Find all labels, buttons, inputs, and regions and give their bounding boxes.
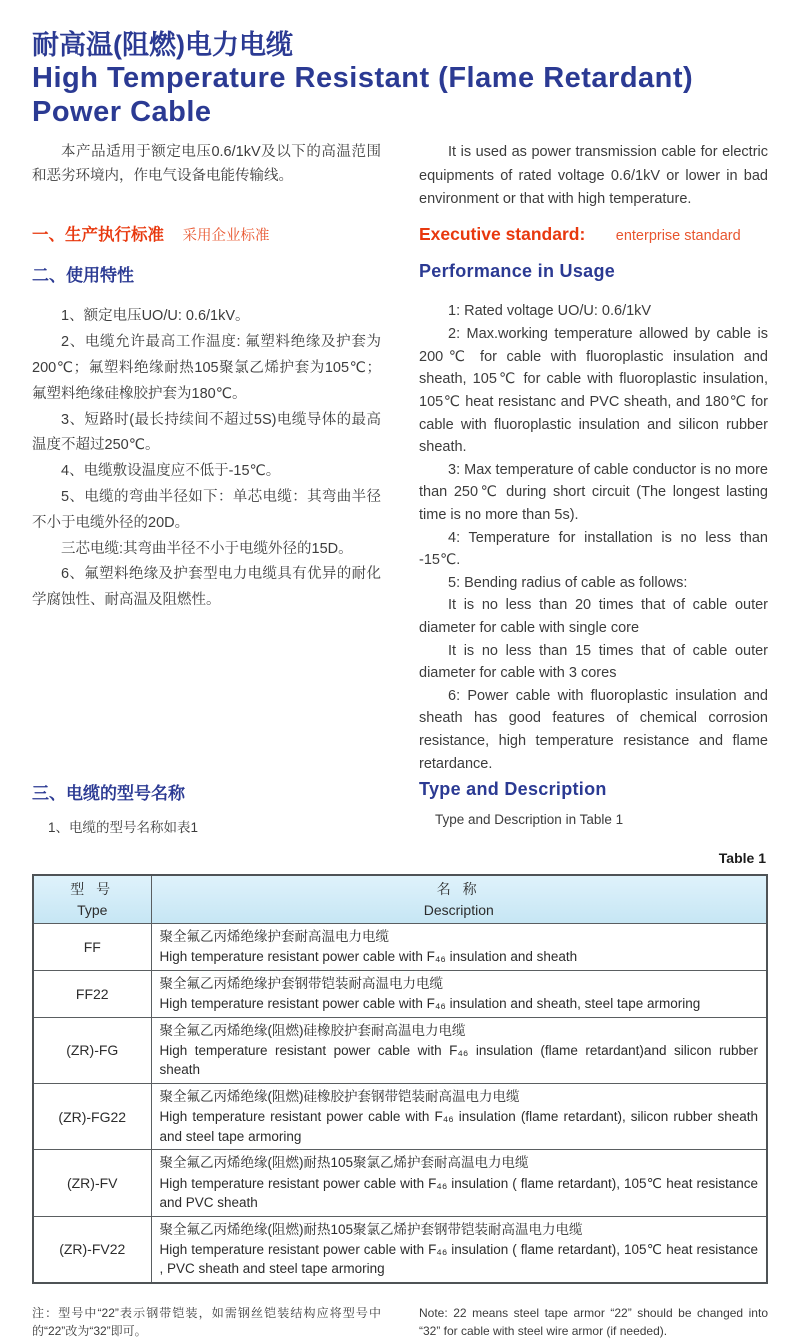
description-cell — [151, 923, 767, 970]
usage-item-zh-1: 1、额定电压UO/U: 0.6/1kV。 — [61, 308, 250, 325]
usage-item-en-4: 4: Temperature for installation is no less than -15℃. — [419, 529, 768, 569]
type-heading-en: Type and Description — [419, 779, 607, 800]
usage-column-en — [419, 261, 768, 775]
usage-item-zh-2: 2、电缆允许最高工作温度: 氟塑料绝缘及护套为200℃；氟塑料绝缘耐热105聚氯乙烯护套为105℃；氟塑料绝缘硅橡胶护套为180℃。 — [32, 334, 381, 402]
usage-item-en-1: 1: Rated voltage UO/U: 0.6/1kV — [448, 303, 652, 320]
usage-item-en-5a: It is no less than 20 times that of cable outer diameter for cable with single core — [419, 597, 768, 637]
type-sub-en: Type and Description in Table 1 — [435, 812, 624, 828]
usage-item-en-6: 6: Power cable with fluoroplastic insulation and sheath has good features of chemical corrosion resistance, high temperature resistance and flame retardance. — [419, 687, 768, 772]
table-row — [33, 1083, 767, 1149]
table-header-row — [33, 875, 767, 923]
description-cell — [151, 1017, 767, 1083]
usage-item-zh-3: 3、短路时(最长持续间不超过5S)电缆导体的最高温度不超过250℃。 — [32, 411, 381, 454]
footnote-zh: 注：型号中“22”表示钢带铠装，如需钢丝铠装结构应将型号中的“22”改为“32”即可。 — [32, 1306, 381, 1338]
page-title-en-line1: High Temperature Resistant (Flame Retardant) — [32, 62, 694, 95]
usage-section — [32, 261, 768, 775]
standard-heading-en: Executive standard: — [419, 224, 586, 245]
usage-item-zh-5: 5、电缆的弯曲半径如下：单芯电缆：其弯曲半径不小于电缆外径的20D。 — [32, 489, 381, 531]
table-header-description — [151, 875, 767, 923]
type-section — [32, 779, 768, 836]
type-cell: (ZR)-FV — [33, 1150, 151, 1216]
description-cell — [151, 1083, 767, 1149]
standard-heading-zh: 一、生产执行标准 — [32, 226, 164, 245]
type-cell: FF22 — [33, 970, 151, 1017]
type-cell: (ZR)-FG — [33, 1017, 151, 1083]
table-header-description-zh: 名 称 — [436, 881, 481, 898]
usage-column-zh — [32, 261, 381, 775]
table-row — [33, 1216, 767, 1283]
description-en: High temperature resistant power cable with F₄₆ insulation ( flame retardant), 105℃ heat resistance , PVC sheath and steel tape armoring — [159, 1241, 758, 1277]
description-zh: 聚全氟乙丙烯绝缘护套耐高温电力电缆 — [159, 928, 389, 944]
description-en: High temperature resistant power cable with F₄₆ insulation (flame retardant), silicon rubber sheath and steel tape armoring — [159, 1109, 758, 1144]
usage-item-zh-6: 6、氟塑料绝缘及护套型电力电缆具有优异的耐化学腐蚀性、耐高温及阻燃性。 — [32, 566, 381, 609]
description-en: High temperature resistant power cable with F₄₆ insulation and sheath — [159, 949, 578, 965]
usage-heading-zh: 二、使用特性 — [32, 266, 134, 286]
standard-value-zh: 采用企业标准 — [182, 228, 270, 245]
table-caption: Table 1 — [718, 850, 766, 867]
description-en: High temperature resistant power cable with F₄₆ insulation and sheath, steel tape armoring — [159, 995, 701, 1011]
description-en: High temperature resistant power cable with F₄₆ insulation (flame retardant)and silicon rubber sheath — [159, 1042, 758, 1078]
type-cell: FF — [33, 923, 151, 970]
executive-standard-zh — [32, 221, 381, 245]
type-cell: (ZR)-FV22 — [33, 1216, 151, 1283]
table-row — [33, 923, 767, 970]
footnote-en: Note: 22 means steel tape armor “22” should be changed into “32” for cable with steel wire armor (if needed). — [419, 1306, 768, 1338]
footnotes-section — [32, 1304, 768, 1340]
description-zh: 聚全氟乙丙烯绝缘护套钢带铠装耐高温电力电缆 — [159, 975, 443, 991]
page-title-en-line2: Power Cable — [32, 96, 212, 129]
table-row — [33, 1017, 767, 1083]
usage-item-zh-4: 4、电缆敷设温度应不低于-15℃。 — [61, 463, 281, 480]
standard-value-en: enterprise standard — [615, 228, 741, 245]
usage-item-en-5: 5: Bending radius of cable as follows: — [448, 574, 688, 591]
type-heading-zh: 三、电缆的型号名称 — [32, 784, 185, 804]
table-header-type-en: Type — [77, 901, 108, 918]
table-header-type — [33, 875, 151, 923]
executive-standard-en — [419, 224, 768, 245]
type-sub-zh: 1、电缆的型号名称如表1 — [48, 820, 199, 836]
usage-heading-en: Performance in Usage — [419, 261, 616, 282]
description-zh: 聚全氟乙丙烯绝缘(阻燃)耐热105聚氯乙烯护套钢带铠装耐高温电力电缆 — [159, 1221, 583, 1237]
description-zh: 聚全氟乙丙烯绝缘(阻燃)硅橡胶护套耐高温电力电缆 — [159, 1022, 466, 1038]
type-column-en — [419, 779, 768, 836]
table-row — [33, 970, 767, 1017]
table-header-type-zh: 型 号 — [70, 881, 115, 898]
executive-standard-section — [32, 221, 768, 245]
description-zh: 聚全氟乙丙烯绝缘(阻燃)耐热105聚氯乙烯护套耐高温电力电缆 — [159, 1155, 529, 1171]
description-zh: 聚全氟乙丙烯绝缘(阻燃)硅橡胶护套钢带铠装耐高温电力电缆 — [159, 1088, 520, 1104]
usage-item-zh-5b: 三芯电缆:其弯曲半径不小于电缆外径的15D。 — [61, 540, 353, 557]
table-header-description-en: Description — [423, 901, 494, 918]
page-header — [32, 30, 768, 129]
description-cell — [151, 1216, 767, 1283]
description-cell — [151, 1150, 767, 1216]
intro-paragraph-zh: 本产品适用于额定电压0.6/1kV及以下的高温范围和恶劣环境内，作电气设备电能传输线。 — [32, 144, 381, 184]
table-row — [33, 1150, 767, 1216]
cable-type-table — [32, 874, 768, 1284]
type-cell: (ZR)-FG22 — [33, 1083, 151, 1149]
usage-item-en-2: 2: Max.working temperature allowed by cable is 200℃ for cable with fluoroplastic insulation and sheath, 105℃ for cable with fluoroplastic insulation, 105℃ heat resistanc and PVC sheath, and 180℃ for cable with fluoroplastic insulation and silicon rubber sheath. — [419, 326, 768, 456]
intro-paragraph-en: It is used as power transmission cable for electric equipments of rated voltage 0.6/1kV or lower in bad environment or that with high temperature. — [419, 144, 768, 208]
usage-item-en-5b: It is no less than 15 times that of cable outer diameter for cable with 3 cores — [419, 642, 768, 682]
page-title-zh: 耐高温(阻燃)电力电缆 — [32, 30, 293, 60]
usage-item-en-3: 3: Max temperature of cable conductor is no more than 250℃ during short circuit (The longest lasting time is no more than 5s). — [419, 461, 768, 523]
type-column-zh — [32, 779, 381, 836]
description-cell — [151, 970, 767, 1017]
intro-section — [32, 141, 768, 219]
description-en: High temperature resistant power cable with F₄₆ insulation ( flame retardant), 105℃ heat resistance and PVC sheath — [159, 1175, 758, 1211]
